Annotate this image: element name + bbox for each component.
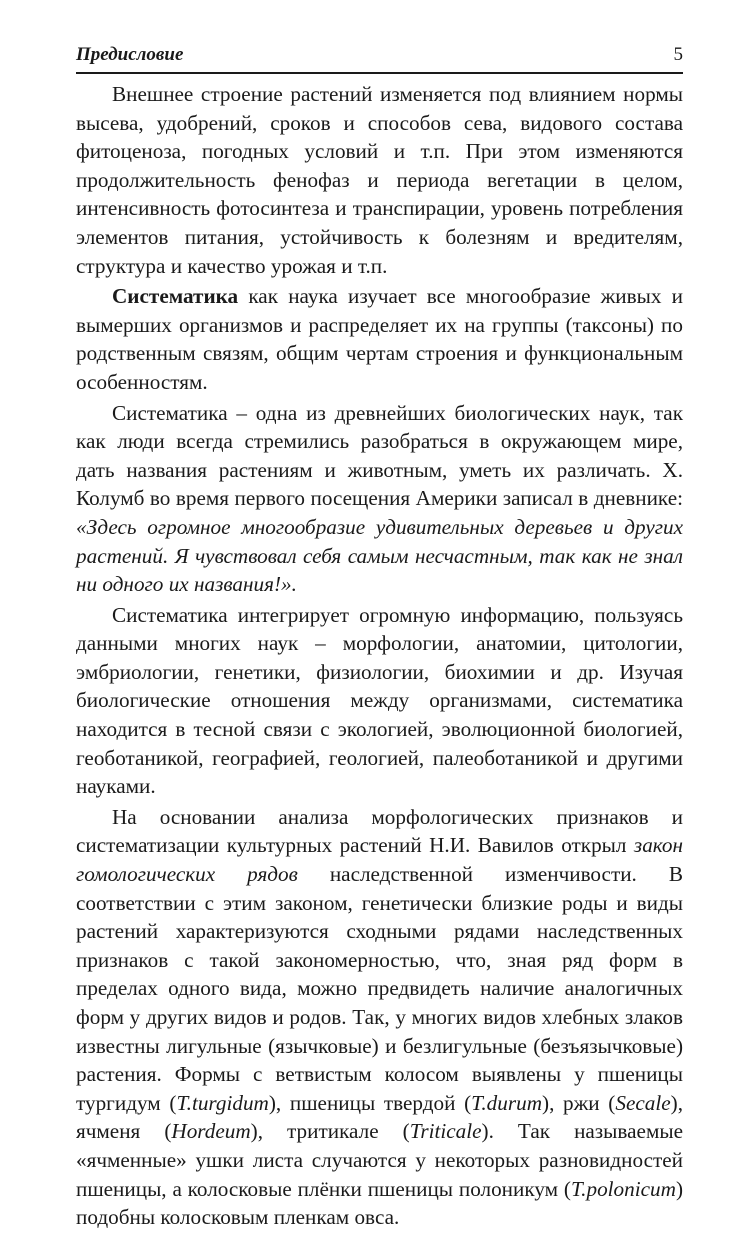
text-run: Систематика интегрирует огромную информацию, пользуясь данными многих наук – морфологии, анатомии, цитологии, эмбриологии, генетики, физиологии, биохимии и др. Изучая биологические отношения между организмами, систематика находится в тесной связи с экологией, эволюционной биологией, геоботаникой, географией, геологией, палеоботаникой и другими науками. (76, 602, 683, 799)
text-run: ), ржи ( (542, 1090, 616, 1115)
term-homologous-series-law: закон гомологических рядов (76, 833, 683, 887)
text-run: Внешнее строение растений изменяется под влиянием нормы высева, удобрений, сроков и способов сева, видового состава фитоценоза, погодных условий и т.п. При этом изменяются продолжительность фенофаз и периода вегетации в целом, интенсивность фотосинтеза и транспирации, уровень потребления элементов питания, устойчивость к болезням и вредителям, структура и качество урожая и т.п. (76, 82, 683, 278)
latin-name: Secale (615, 1090, 671, 1115)
text-run: ), пшеницы твердой ( (268, 1090, 472, 1115)
text-run: ) подобны колосковым пленкам овса. (76, 1176, 683, 1230)
term-systematics: Систематика (112, 284, 239, 309)
text-run: На основании анализа морфологических признаков и систематизации культурных растений Н.И. Вавилов открыл (76, 804, 683, 858)
latin-name: T.polonicum (570, 1176, 676, 1201)
latin-name: T.turgidum (176, 1090, 269, 1115)
page-header (76, 44, 683, 74)
body-text (76, 80, 683, 1234)
latin-name: Hordeum (171, 1119, 251, 1144)
page-number: 5 (673, 44, 683, 65)
paragraph-vavilov-law (76, 803, 683, 1232)
text-run: Систематика – одна из древнейших биологических наук, так как люди всегда стремились разобраться в окружающем мире, дать названия растениям и животным, уметь их различать. Х. Колумб во время первого посещения Америки записал в дневнике: (76, 400, 683, 511)
text-run: ), ячменя ( (76, 1090, 683, 1144)
text-run: как наука изучает все многообразие живых и вымерших организмов и распределяет их на группы (таксоны) по родственным связям, общим чертам строения и функциональным особенностям. (76, 284, 683, 394)
columbus-quote: «Здесь огромное многообразие удивительных деревьев и других растений. Я чувствовал себя самым несчастным, так как не знал ни одного их названия!». (76, 514, 683, 597)
latin-name: T.durum (471, 1090, 543, 1115)
text-run: наследственной изменчивости. В соответствии с этим законом, генетически близкие роды и виды растений характеризуются сходными рядами наследственных признаков с такой закономерностью, что, зная ряд форм в пределах одного вида, можно предвидеть наличие аналогичных форм у других видов и родов. Так, у многих видов хлебных злаков известны лигульные (язычковые) и безлигульные (безъязычковые) растения. Формы с ветвистым колосом выявлены у пшеницы тургидум ( (76, 862, 683, 1115)
latin-name: Triticale (409, 1119, 482, 1144)
paragraph-systematics-definition (76, 282, 683, 396)
text-run: ). Так называемые «ячменные» ушки листа случаются у некоторых разновидностей пшеницы, а колосковые плёнки пшеницы полоникум ( (76, 1119, 683, 1201)
text-run: ), тритикале ( (250, 1119, 410, 1144)
paragraph-columbus-quote (76, 399, 683, 599)
running-title: Предисловие (76, 44, 184, 65)
paragraph-integration (76, 601, 683, 801)
paragraph-external-structure (76, 80, 683, 280)
